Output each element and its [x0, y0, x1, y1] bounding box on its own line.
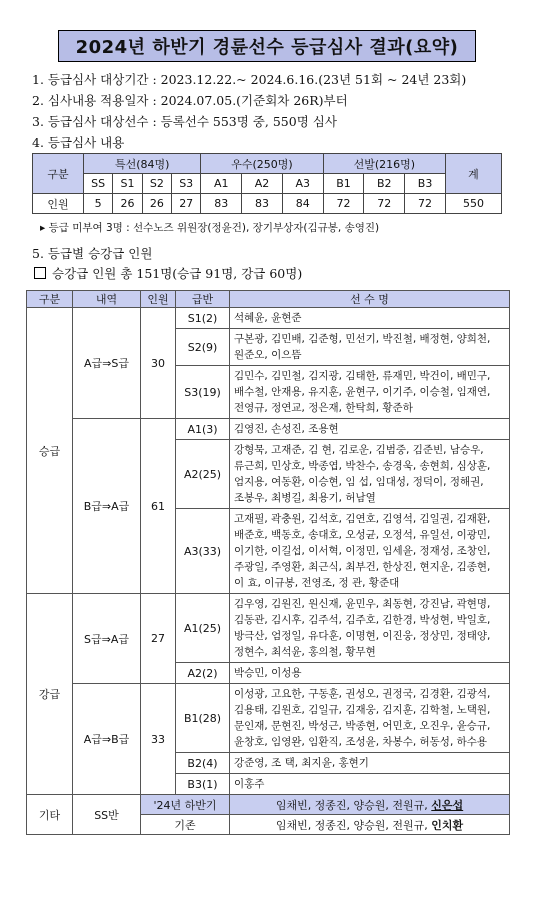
- names-a2-down: 박승민, 이성용: [230, 663, 510, 684]
- ss-old-names-cell: [230, 815, 510, 835]
- names-b2-down: 강준영, 조 택, 최지윤, 홍현기: [230, 753, 510, 774]
- section5-subtitle-wrap: [34, 264, 302, 282]
- grade-count: 72: [364, 194, 405, 214]
- count-b-to-a: 61: [141, 419, 176, 594]
- summary-total-label: 계: [446, 154, 502, 194]
- grade-count: 72: [323, 194, 364, 214]
- grade-s3: S3(19): [176, 366, 230, 419]
- ss-new-label: '24년 하반기: [141, 795, 230, 815]
- names-a2-up: 강형묵, 고재준, 김 현, 김로운, 김범중, 김준빈, 남승우, 류근희, 민상호, 박종엽, 박찬수, 송경욱, 송현희, 심상훈, 엄지용, 여동환, 이승현, 임 섭, 임대성, 정덕이, 정해권, 조봉우, 최병길, 최용기, 허남열: [230, 440, 510, 509]
- names-b1-down: 이성광, 고요한, 구동훈, 권성오, 권정국, 김경환, 김광석, 김용태, 김원호, 김일규, 김재웅, 김지훈, 김학철, 노택원, 문인재, 문현진, 박성근, 박종현, 어민호, 오진우, 윤승규, 윤창호, 임영완, 임환직, 조성윤, 차봉수, 허동성, 하수용: [230, 684, 510, 753]
- grade-count: 72: [405, 194, 446, 214]
- grade-header: S3: [172, 174, 201, 194]
- grade-header: A1: [201, 174, 242, 194]
- summary-col-label: 구분: [33, 154, 84, 194]
- detail-a-to-b: A급⇒B급: [73, 684, 141, 795]
- count-a-to-b: 33: [141, 684, 176, 795]
- ss-old-label: 기존: [141, 815, 230, 835]
- grade-a2-down: A2(2): [176, 663, 230, 684]
- grade-header: B2: [364, 174, 405, 194]
- checkbox-mark-icon: [34, 267, 46, 279]
- names-a1-down: 김우영, 김원진, 원신재, 윤민우, 최동현, 강진남, 곽현명, 김동관, 김시후, 김주석, 김주호, 김한경, 박성현, 박일호, 방극산, 엄정일, 유다훈, 이명현, 이진웅, 정상민, 정태양, 정현수, 최석윤, 홍의철, 황무현: [230, 594, 510, 663]
- header-names: 선 수 명: [230, 291, 510, 308]
- count-s-to-a: 27: [141, 594, 176, 684]
- names-s2: 구본광, 김민배, 김준형, 민선기, 박진철, 배정현, 양희천, 원준오, 이으뜸: [230, 329, 510, 366]
- ss-new-names: 임채빈, 정종진, 양승원, 전원규,: [275, 798, 432, 812]
- grade-count: 26: [142, 194, 171, 214]
- names-b3-down: 이홍주: [230, 774, 510, 795]
- summary-total: 550: [446, 194, 502, 214]
- header-grade: 급반: [176, 291, 230, 308]
- header-detail: 내역: [73, 291, 141, 308]
- ss-old-names: 임채빈, 정종진, 양승원, 전원규,: [275, 818, 432, 832]
- promotion-table: [26, 290, 510, 835]
- ss-old-highlight: 인치환: [431, 818, 464, 832]
- detail-b-to-a: B급⇒A급: [73, 419, 141, 594]
- grade-header: A2: [242, 174, 283, 194]
- grade-b3-down: B3(1): [176, 774, 230, 795]
- grade-header: S1: [113, 174, 142, 194]
- grade-a3-up: A3(33): [176, 509, 230, 594]
- section5-title: 5. 등급별 승강급 인원: [32, 246, 153, 261]
- ss-new-highlight: 신은섭: [431, 798, 464, 812]
- category-promotion: 승급: [27, 308, 73, 594]
- grade-count: 84: [282, 194, 323, 214]
- grade-a1-down: A1(25): [176, 594, 230, 663]
- page-title-box: [58, 30, 476, 62]
- info-line-4: 4. 등급심사 내용: [32, 135, 125, 150]
- detail-s-to-a: S급⇒A급: [73, 594, 141, 684]
- grade-count: 83: [242, 194, 283, 214]
- category-demotion: 강급: [27, 594, 73, 795]
- grade-header: SS: [84, 174, 113, 194]
- ss-new-names-cell: [230, 795, 510, 815]
- section5-subtitle: 승강급 인원 총 151명(승급 91명, 강급 60명): [52, 266, 303, 281]
- grade-b1-down: B1(28): [176, 684, 230, 753]
- names-s3: 김민수, 김민철, 김지광, 김태한, 류재민, 박건이, 배민구, 배수철, 안재용, 유지훈, 윤현구, 이기주, 이승철, 임재연, 전영규, 정연교, 정은재, 한탁희, 황준하: [230, 366, 510, 419]
- names-s1: 석혜윤, 윤현준: [230, 308, 510, 329]
- names-a3-up: 고재필, 곽충원, 김석호, 김연호, 김영석, 김일권, 김재환, 배준호, 백동호, 송대호, 오성균, 오정석, 유일선, 이광민, 이기한, 이길섭, 이서혁, 이정민, 임세윤, 정재성, 조창인, 주광일, 주영환, 최근식, 최부건, 한상진, 현지운, 김종현, 이 효, 이규봉, 전영조, 정 관, 황준대: [230, 509, 510, 594]
- header-category: 구분: [27, 291, 73, 308]
- grade-count: 5: [84, 194, 113, 214]
- grade-header: S2: [142, 174, 171, 194]
- detail-a-to-s: A급⇒S급: [73, 308, 141, 419]
- grade-summary-table: [32, 153, 502, 214]
- summary-group-special: 특선(84명): [84, 154, 201, 174]
- info-line-2: 2. 심사내용 적용일자 : 2024.07.05.(기준회차 26R)부터: [32, 93, 348, 108]
- count-a-to-s: 30: [141, 308, 176, 419]
- summary-group-selected: 선발(216명): [323, 154, 445, 174]
- detail-ss: SS반: [73, 795, 141, 835]
- summary-group-excellent: 우수(250명): [201, 154, 323, 174]
- grade-count: 27: [172, 194, 201, 214]
- grade-count: 26: [113, 194, 142, 214]
- grade-s1: S1(2): [176, 308, 230, 329]
- grade-a2-up: A2(25): [176, 440, 230, 509]
- grade-header: B1: [323, 174, 364, 194]
- names-a1-up: 김영진, 손성진, 조용현: [230, 419, 510, 440]
- grade-header: A3: [282, 174, 323, 194]
- category-etc: 기타: [27, 795, 73, 835]
- header-count: 인원: [141, 291, 176, 308]
- summary-row-label: 인원: [33, 194, 84, 214]
- unassigned-note: ▸ 등급 미부여 3명 : 선수노즈 위원장(정윤건), 장기부상자(김규봉, 송영진): [40, 222, 380, 234]
- grade-s2: S2(9): [176, 329, 230, 366]
- info-line-3: 3. 등급심사 대상선수 : 등록선수 553명 중, 550명 심사: [32, 114, 337, 129]
- page-title: 2024년 하반기 경륜선수 등급심사 결과(요약): [75, 37, 459, 58]
- grade-header: B3: [405, 174, 446, 194]
- grade-count: 83: [201, 194, 242, 214]
- grade-a1-up: A1(3): [176, 419, 230, 440]
- info-line-1: 1. 등급심사 대상기간 : 2023.12.22.~ 2024.6.16.(23년 51회 ~ 24년 23회): [32, 72, 467, 87]
- grade-b2-down: B2(4): [176, 753, 230, 774]
